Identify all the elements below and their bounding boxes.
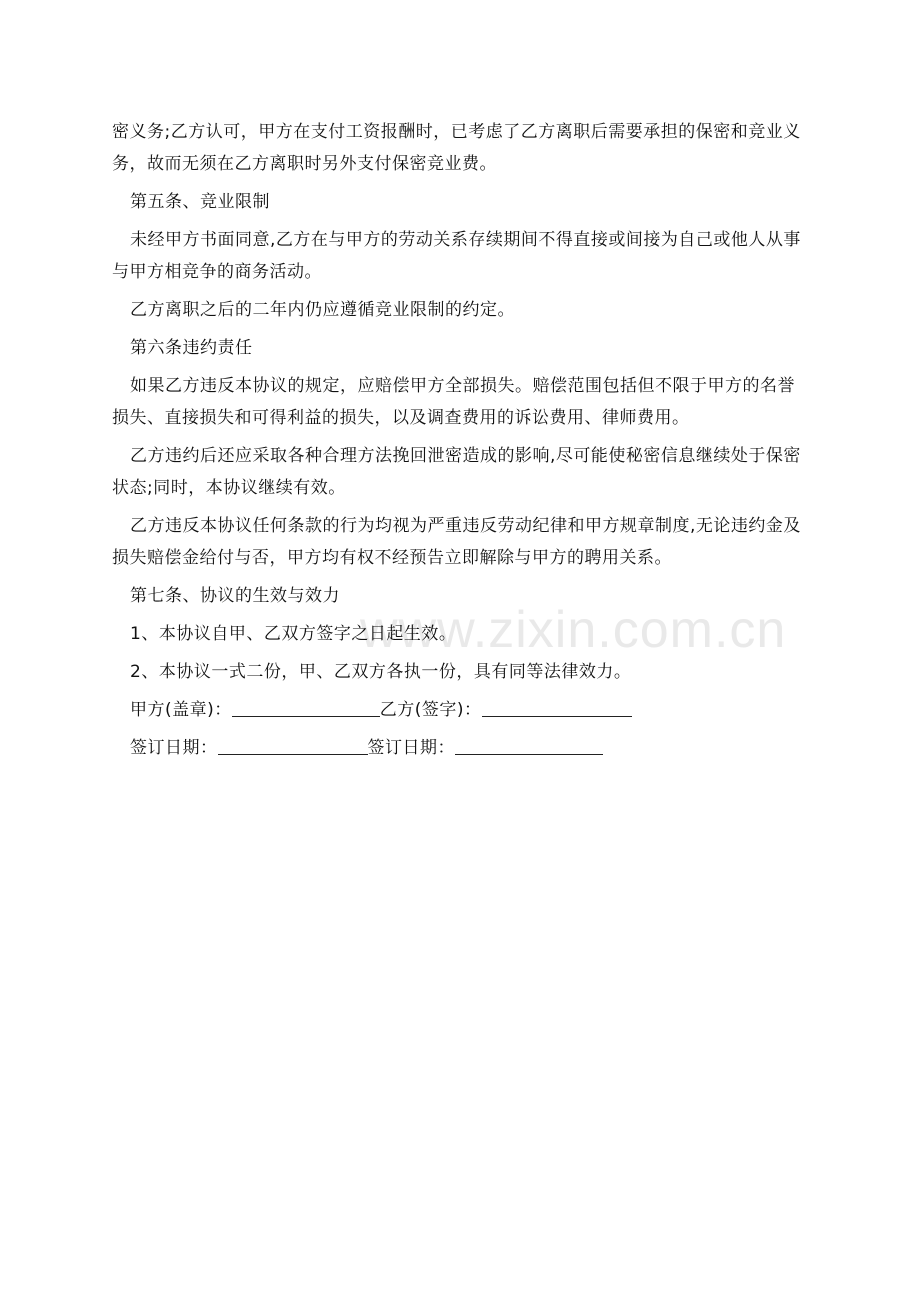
party-a-date-label: 签订日期： <box>130 738 218 758</box>
party-b-date-line <box>455 753 603 755</box>
heading-article-6: 第六条违约责任 <box>130 338 253 358</box>
clause-copies: 2、本协议一式二份，甲、乙双方各执一份，具有同等法律效力。 <box>130 662 632 682</box>
heading-article-7: 第七条、协议的生效与效力 <box>130 586 340 606</box>
signature-row <box>112 694 812 726</box>
paragraph-confidentiality-continued: 密义务;乙方认可，甲方在支付工资报酬时，已考虑了乙方离职后需要承担的保密和竞业义务，故而无须在乙方离职时另外支付保密竞业费。 <box>112 122 801 174</box>
watermark-text: www.zixin.com.cn <box>360 601 787 659</box>
party-b-date-label: 签订日期： <box>367 738 455 758</box>
clause-effective: 1、本协议自甲、乙双方签字之日起生效。 <box>130 624 457 644</box>
party-a-seal-label: 甲方(盖章)： <box>130 700 232 720</box>
paragraph-two-year-restriction: 乙方离职之后的二年内仍应遵循竞业限制的约定。 <box>130 300 515 320</box>
party-b-signature-label: 乙方(签字)： <box>379 700 482 720</box>
paragraph-compensation: 如果乙方违反本协议的规定，应赔偿甲方全部损失。赔偿范围包括但不限于甲方的名誉损失、直接损失和可得利益的损失，以及调查费用的诉讼费用、律师费用。 <box>112 376 795 428</box>
document-body <box>112 116 812 764</box>
paragraph-termination: 乙方违反本协议任何条款的行为均视为严重违反劳动纪律和甲方规章制度,无论违约金及损失赔偿金给付与否，甲方均有权不经预告立即解除与甲方的聘用关系。 <box>112 516 801 568</box>
paragraph-remedy: 乙方违约后还应采取各种合理方法挽回泄密造成的影响,尽可能使秘密信息继续处于保密状态;同时，本协议继续有效。 <box>112 446 801 498</box>
party-b-signature-line <box>482 715 632 717</box>
party-a-signature-line <box>232 715 380 717</box>
heading-article-5: 第五条、竞业限制 <box>130 192 270 212</box>
party-a-date-line <box>218 753 368 755</box>
paragraph-competition-restriction: 未经甲方书面同意,乙方在与甲方的劳动关系存续期间不得直接或间接为自己或他人从事与甲方相竞争的商务活动。 <box>112 230 801 282</box>
date-row <box>112 732 812 764</box>
